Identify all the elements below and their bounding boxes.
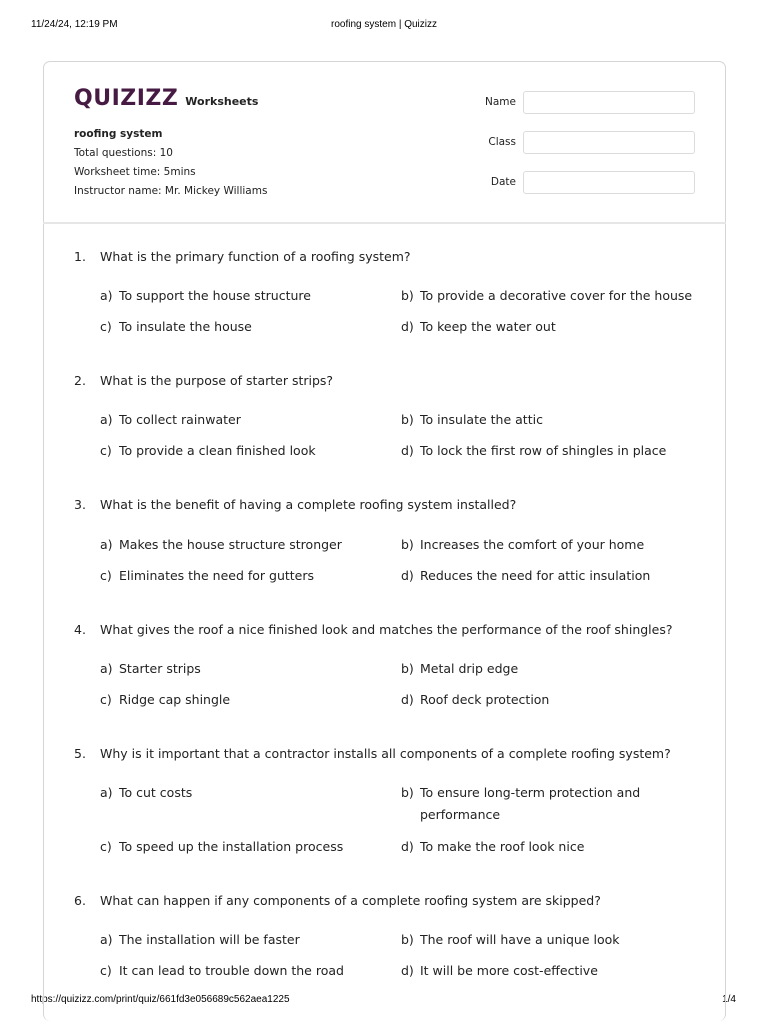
name-field[interactable] [523,91,695,114]
class-field[interactable] [523,131,695,154]
option-a: a) To support the house structure [100,288,311,303]
option-a: a) To cut costs [100,785,193,800]
instructor-name: Instructor name: Mr. Mickey Williams [74,185,268,197]
print-datetime: 11/24/24, 12:19 PM [31,19,118,30]
question-number: 6. [74,893,86,908]
name-label: Name [485,96,516,108]
option-b: b) To provide a decorative cover for the house [401,288,693,303]
date-label: Date [490,176,516,188]
option-d: d) To lock the first row of shingles in place [401,443,667,458]
option-b: b) Increases the comfort of your home [401,537,645,552]
option-d: d) To make the roof look nice [401,839,585,854]
print-page-number: 1/4 [722,994,736,1005]
option-a: a) The installation will be faster [100,932,300,947]
option-c: c) To provide a clean finished look [100,443,316,458]
question-number: 1. [74,249,86,264]
option-a: a) To collect rainwater [100,412,241,427]
option-b: b) To insulate the attic [401,412,543,427]
date-field[interactable] [523,171,695,194]
option-d: d) It will be more cost-effective [401,963,598,978]
option-a: a) Starter strips [100,661,201,676]
question-text: Why is it important that a contractor installs all components of a complete roofing system? [100,746,671,761]
print-header [0,19,768,33]
question-number: 2. [74,373,86,388]
option-d: d) To keep the water out [401,319,556,334]
print-page-title: roofing system | Quizizz [331,19,437,30]
worksheet-time: Worksheet time: 5mins [74,166,196,178]
option-c: c) To speed up the installation process [100,839,344,854]
option-b: b) Metal drip edge [401,661,519,676]
option-c: c) To insulate the house [100,319,252,334]
question-number: 3. [74,497,86,512]
option-d: d) Roof deck protection [401,692,550,707]
total-questions: Total questions: 10 [74,147,173,159]
option-d: d) Reduces the need for attic insulation [401,568,651,583]
header-divider [43,222,726,224]
option-b: b) To ensure long-term protection and performance [401,785,641,822]
question-number: 4. [74,622,86,637]
quizizz-logo [74,86,258,112]
question-text: What is the purpose of starter strips? [100,373,334,388]
logo-brand: QUIZIZZ [74,86,179,111]
option-b: b) The roof will have a unique look [401,932,620,947]
option-c: c) It can lead to trouble down the road [100,963,344,978]
option-a: a) Makes the house structure stronger [100,537,342,552]
logo-product: Worksheets [185,95,259,108]
print-url: https://quizizz.com/print/quiz/661fd3e056689c562aea1225 [31,994,290,1005]
option-c: c) Eliminates the need for gutters [100,568,315,583]
class-label: Class [488,136,516,148]
option-c: c) Ridge cap shingle [100,692,231,707]
question-text: What is the benefit of having a complete roofing system installed? [100,497,517,512]
worksheet-meta [74,125,374,201]
question-number: 5. [74,746,86,761]
question-text: What gives the roof a nice finished look and matches the performance of the roof shingles? [100,622,673,637]
question-text: What can happen if any components of a complete roofing system are skipped? [100,893,601,908]
question-text: What is the primary function of a roofing system? [100,249,411,264]
worksheet-title: roofing system [74,128,163,140]
